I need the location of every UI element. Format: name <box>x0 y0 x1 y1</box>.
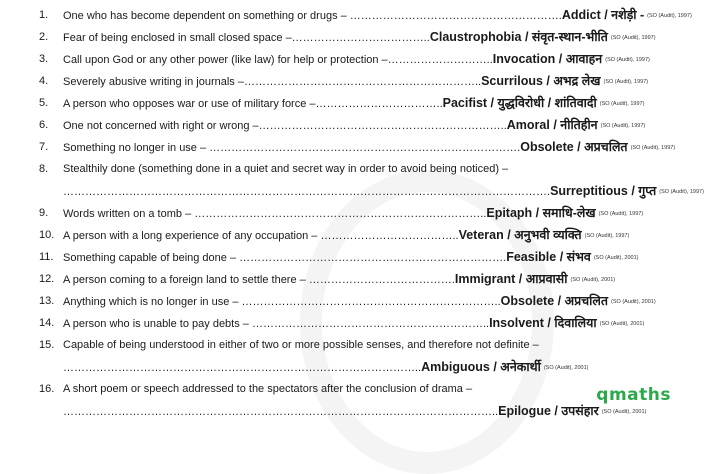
item-answer: Immigrant / आप्रवासी <box>454 272 568 286</box>
item-text <box>63 400 646 423</box>
list-item <box>0 334 685 356</box>
item-reference: (SO (Audit), 1997) <box>603 79 649 86</box>
item-number: 5. <box>39 97 49 109</box>
item-text <box>63 114 645 137</box>
item-number: 6. <box>39 119 49 131</box>
list-item <box>0 378 685 400</box>
item-text <box>63 92 644 115</box>
item-text <box>63 70 648 93</box>
item-number: 4. <box>39 75 49 87</box>
item-reference: (SO (Audit), 1997) <box>605 57 650 64</box>
item-answer: Epilogue / उपसंहार <box>498 404 599 418</box>
item-number: 12. <box>39 273 55 285</box>
item-reference: (SO (Audit), 2001) <box>570 277 616 284</box>
item-reference: (SO (Audit), 1997) <box>610 35 656 42</box>
item-number: 8. <box>39 163 49 175</box>
item-answer: Scurrilous / अभद्र लेख <box>481 74 601 88</box>
item-number: 14. <box>39 317 55 329</box>
item-number: 3. <box>39 53 49 65</box>
item-text <box>63 224 629 247</box>
item-text <box>63 26 656 49</box>
item-question: A person who is unable to pay debts – ……………………………………………………….. <box>63 318 490 330</box>
list-item <box>0 290 685 312</box>
item-text <box>63 268 615 291</box>
item-answer: Amoral / नीतिहीन <box>506 118 598 132</box>
item-dots: ……………………………………………………………………………………………………………………. <box>63 186 551 198</box>
item-number: 16. <box>39 383 55 395</box>
list-item <box>0 70 685 92</box>
list-item <box>0 92 685 114</box>
item-dots: …………………………………………………………………………………….. <box>63 362 422 374</box>
item-number: 1. <box>39 9 49 21</box>
item-question: Stealthily done (something done in a quiet and secret way in order to avoid being noticed) – <box>63 163 509 175</box>
item-question: A person with a long experience of any occupation – ……………………………….. <box>63 230 459 242</box>
item-number: 2. <box>39 31 49 43</box>
item-reference: (SO (Audit), 1997) <box>647 13 692 20</box>
item-number: 11. <box>39 251 54 263</box>
list-item <box>0 114 685 136</box>
item-question: Anything which is no longer in use – …………………………………………………………….. <box>63 296 501 308</box>
item-answer: Invocation / आवाहन <box>492 52 603 66</box>
item-text <box>63 356 588 379</box>
item-answer: Epitaph / समाधि-लेख <box>486 206 596 220</box>
item-number: 15. <box>39 339 55 351</box>
item-reference: (SO (Audit), 1997) <box>630 145 676 152</box>
item-question: Words written on a tomb – …………………………………………………………………….. <box>63 208 487 220</box>
item-question: Capable of being understood in either of two or more possible senses, and therefore not definite – <box>63 339 539 351</box>
item-question: Something no longer in use – …………………………………………………………………………. <box>63 142 521 154</box>
item-answer: Feasible / संभव <box>506 250 591 264</box>
item-answer: Surreptitious / गुप्त <box>550 184 657 198</box>
item-reference: (SO (Audit), 1997) <box>659 189 704 196</box>
item-text <box>63 312 644 335</box>
item-number: 13. <box>39 295 55 307</box>
item-answer: Insolvent / दिवालिया <box>489 316 597 330</box>
item-text <box>63 202 643 225</box>
list-item-continuation <box>0 400 685 422</box>
item-text <box>63 136 675 159</box>
item-answer: Veteran / अनुभवी व्यक्ति <box>458 228 582 242</box>
item-answer: Pacifist / युद्धविरोधी / शांतिवादी <box>442 96 597 110</box>
list-item <box>0 4 692 26</box>
list-item <box>0 268 685 290</box>
item-answer: Claustrophobia / संवृत-स्थान-भीति <box>429 30 608 44</box>
item-question: Call upon God or any other power (like law) for help or protection –……………………….. <box>63 54 493 66</box>
item-reference: (SO (Audit), 1997) <box>599 101 645 108</box>
item-reference: (SO (Audit), 2001) <box>599 321 645 328</box>
item-text <box>63 290 656 313</box>
item-question: Fear of being enclosed in small closed space –……………………………….. <box>63 32 430 44</box>
list-item <box>0 246 685 268</box>
item-question: A person who opposes war or use of military force –…………………………….. <box>63 98 443 110</box>
item-number: 10. <box>39 229 55 241</box>
item-question: One who has become dependent on something or drugs – …………………………………………………. <box>63 10 562 22</box>
item-reference: (SO (Audit), 1997) <box>584 233 630 240</box>
item-answer: Obsolete / अप्रचलित <box>520 140 628 154</box>
list-item <box>0 202 685 224</box>
item-question: Something capable of being done – ………………………………………………………………. <box>63 252 507 264</box>
item-reference: (SO (Audit), 2001) <box>593 255 639 262</box>
item-question: Severely abusive writing in journals –……………………………………………………….. <box>63 76 482 88</box>
item-number: 7. <box>39 141 49 153</box>
item-text <box>63 4 692 27</box>
list-item <box>0 312 685 334</box>
list-item <box>0 48 685 70</box>
item-dots: ……………………………………………………………………………………………………….. <box>63 406 499 418</box>
item-question: A short poem or speech addressed to the spectators after the conclusion of drama – <box>63 383 473 395</box>
item-reference: (SO (Audit), 2001) <box>601 409 647 416</box>
vocabulary-list <box>0 4 704 422</box>
item-text <box>63 48 650 71</box>
item-number: 9. <box>39 207 49 219</box>
brand-logo: qmaths <box>596 385 671 405</box>
item-answer: Ambiguous / अनेकार्थी <box>421 360 541 374</box>
item-question: A person coming to a foreign land to settle there – …………………………………. <box>63 274 455 286</box>
item-answer: Addict / नशेड़ी - <box>561 8 645 22</box>
item-text <box>63 180 704 203</box>
item-answer: Obsolete / अप्रचलित <box>500 294 609 308</box>
item-reference: (SO (Audit), 2001) <box>543 365 589 372</box>
item-question: One not concerned with right or wrong –………………………………………………………….. <box>63 120 507 132</box>
list-item-continuation <box>0 180 704 202</box>
item-reference: (SO (Audit), 1997) <box>600 123 646 130</box>
item-reference: (SO (Audit), 1997) <box>598 211 644 218</box>
list-item-continuation <box>0 356 685 378</box>
list-item <box>0 158 685 180</box>
list-item <box>0 26 685 48</box>
list-item <box>0 136 685 158</box>
item-reference: (SO (Audit), 2001) <box>611 299 656 306</box>
list-item <box>0 224 685 246</box>
item-text <box>63 246 638 269</box>
